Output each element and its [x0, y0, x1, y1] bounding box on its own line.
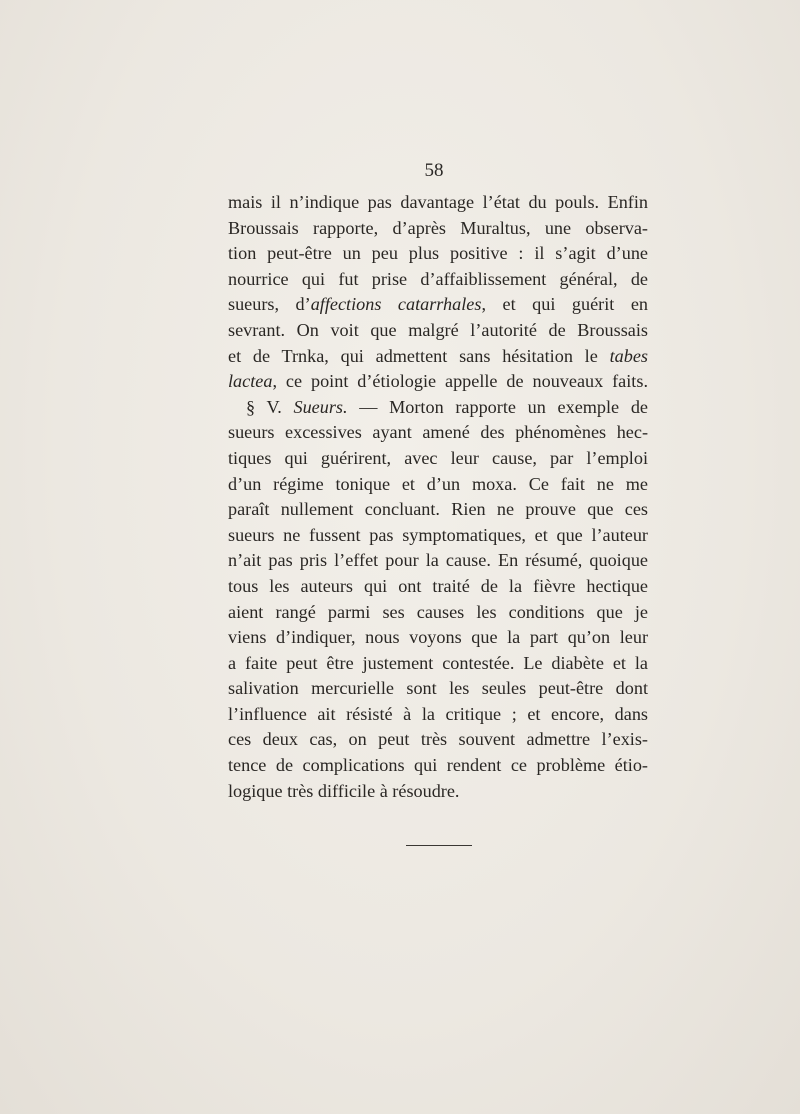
text-line: d’un régime tonique et d’un moxa. Ce fait ne me	[228, 473, 648, 494]
text-line: tion peut-être un peu plus positive : il s’agit d’une	[228, 243, 648, 264]
text-line: lactea, ce point d’étiologie appelle de nouveaux faits.	[228, 371, 648, 392]
text-line: nourrice qui fut prise d’affaiblissement général, de	[228, 268, 648, 289]
text-line: Broussais rapporte, d’après Muraltus, une observa-	[228, 217, 648, 238]
text-line: paraît nullement concluant. Rien ne prouve que ces	[228, 499, 648, 520]
text-line: tiques qui guérirent, avec leur cause, par l’emploi	[228, 447, 648, 468]
text-line: a faite peut être justement contestée. Le diabète et la	[228, 652, 648, 673]
text-line: sueurs, d’affections catarrhales, et qui guérit en	[228, 294, 648, 315]
text-line: § V. Sueurs. — Morton rapporte un exemple de	[246, 396, 648, 417]
text-line: sueurs ne fussent pas symptomatiques, et que l’auteur	[228, 524, 648, 545]
text-line: salivation mercurielle sont les seules peut-être dont	[228, 678, 648, 699]
text-line: tence de complications qui rendent ce problème étio-	[228, 755, 648, 776]
text-line: ces deux cas, on peut très souvent admettre l’exis-	[228, 729, 648, 750]
text-line: n’ait pas pris l’effet pour la cause. En résumé, quoique	[228, 550, 648, 571]
text-line: viens d’indiquer, nous voyons que la part qu’on leur	[228, 627, 648, 648]
page-number: 58	[424, 160, 444, 181]
text-line: sevrant. On voit que malgré l’autorité de Broussais	[228, 319, 648, 340]
text-line: tous les auteurs qui ont traité de la fièvre hectique	[228, 575, 648, 596]
end-rule	[406, 845, 472, 846]
text-line: et de Trnka, qui admettent sans hésitation le tabes	[228, 345, 648, 366]
text-line: logique très difficile à résoudre.	[228, 780, 460, 801]
text-line: mais il n’indique pas davantage l’état du pouls. Enfin	[228, 192, 648, 212]
text-line: sueurs excessives ayant amené des phénomènes hec-	[228, 422, 648, 443]
text-line: l’influence ait résisté à la critique ; et encore, dans	[228, 703, 648, 724]
text-line: aient rangé parmi ses causes les conditions que je	[228, 601, 648, 622]
body-text	[228, 190, 648, 804]
